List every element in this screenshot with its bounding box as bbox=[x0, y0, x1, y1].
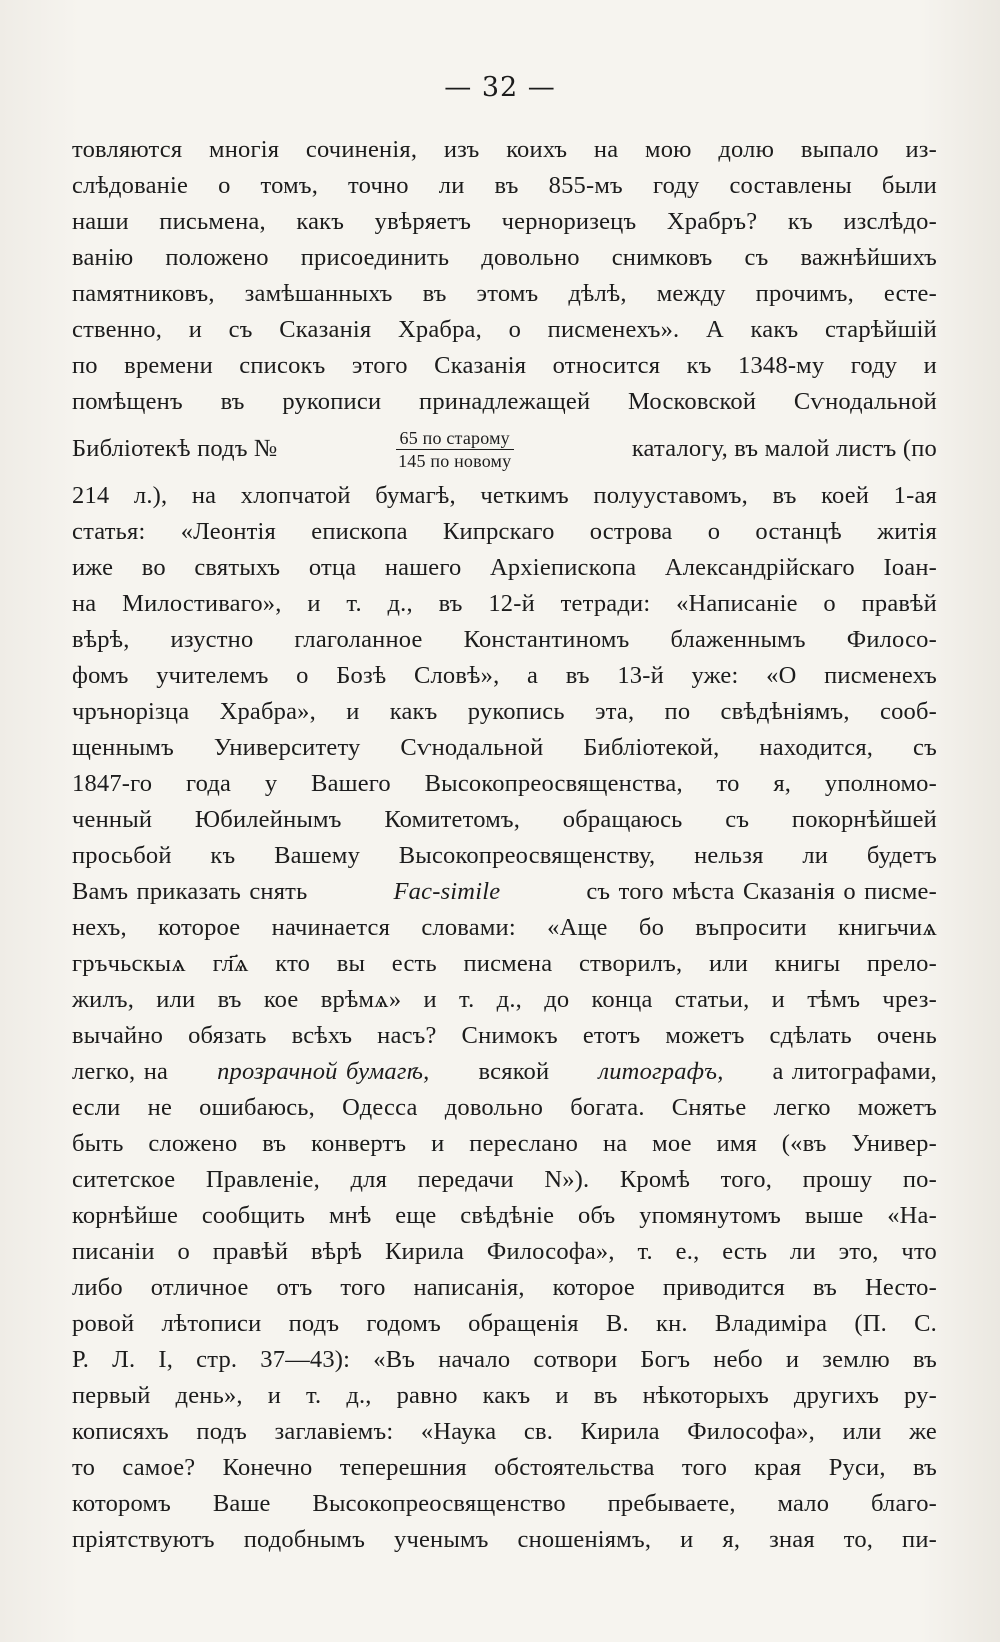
text-line: просьбой къ Вашему Высокопреосвященству, нельзя ли будетъ bbox=[72, 842, 937, 869]
text-line: помѣщенъ въ рукописи принадлежащей Московской Сѵнодальной bbox=[72, 388, 937, 415]
text-line: которомъ Ваше Высокопреосвященство пребываете, мало благо- bbox=[72, 1490, 937, 1517]
fraction-denominator: 145 по новому bbox=[398, 450, 512, 471]
text-line: пріятствуютъ подобнымъ ученымъ сношеніямъ, и я, зная то, пи- bbox=[72, 1526, 937, 1553]
text-line: вѣрѣ, изустно глаголанное Константиномъ блаженнымъ Филосо- bbox=[72, 626, 937, 653]
text-line: слѣдованіе о томъ, точно ли въ 855-мъ году составлены были bbox=[72, 172, 937, 199]
facsimile-line: Вамъ приказать снять Fac-simile съ того мѣста Сказанія о писме- bbox=[72, 874, 937, 910]
catalog-fraction bbox=[394, 427, 515, 472]
text-line: по времени списокъ этого Сказанія относится къ 1348-му году и bbox=[72, 352, 937, 379]
text-line: ченный Юбилейнымъ Комитетомъ, обращаюсь съ покорнѣйшей bbox=[72, 806, 937, 833]
text-line: статья: «Леонтія епископа Кипрскаго острова о останцѣ житія bbox=[72, 518, 937, 545]
frac-line-after: каталогу, въ малой листъ (по bbox=[631, 435, 937, 462]
text-line: гръчьскыѧ гл҃ѧ кто вы есть писмена створилъ, или книгы прело- bbox=[72, 950, 937, 977]
text-line: наши письмена, какъ увѣряетъ черноризецъ Храбръ? къ изслѣдо- bbox=[72, 208, 937, 235]
page-number: — 32 — bbox=[444, 72, 556, 103]
text-line: ситетское Правленіе, для передачи N»). Кромѣ того, прошу по- bbox=[72, 1166, 937, 1193]
text-line: на Милостиваго», и т. д., въ 12-й тетради: «Написаніе о правѣй bbox=[72, 590, 937, 617]
italic-phrase: литографъ, bbox=[598, 1058, 724, 1085]
text-line: иже во святыхъ отца нашего Архіепископа Александрійскаго Іоан- bbox=[72, 554, 937, 581]
text-line: вычайно обязать всѣхъ насъ? Снимокъ етотъ можетъ сдѣлать очень bbox=[72, 1022, 937, 1049]
text-line: либо отличное отъ того написанія, которое приводится въ Несто- bbox=[72, 1274, 937, 1301]
text-line: нехъ, которое начинается словами: «Аще бо въпросити книгьчиѧ bbox=[72, 914, 937, 941]
text-line: корнѣйше сообщить мнѣ еще свѣдѣніе объ упомянутомъ выше «На- bbox=[72, 1202, 937, 1229]
text-line: фомъ учителемъ о Бозѣ Словѣ», а въ 13-й уже: «О писменехъ bbox=[72, 662, 937, 689]
text-line: товляются многія сочиненія, изъ коихъ на мою долю выпало из- bbox=[72, 136, 937, 163]
text-line: кописяхъ подъ заглавіемъ: «Наука св. Кирила Философа», или же bbox=[72, 1418, 937, 1445]
text-line: первый день», и т. д., равно какъ и въ нѣкоторыхъ другихъ ру- bbox=[72, 1382, 937, 1409]
text-line: если не ошибаюсь, Одесса довольно богата. Снятье легко можетъ bbox=[72, 1094, 937, 1121]
catalog-number-line bbox=[72, 420, 937, 478]
text-line: щеннымъ Университету Сѵнодальной Библіотекой, находится, съ bbox=[72, 734, 937, 761]
text-line: писаніи о правѣй вѣрѣ Кирила Философа», т. е., есть ли это, что bbox=[72, 1238, 937, 1265]
facsimile-term: Fac-simile bbox=[393, 878, 501, 905]
text-line: чрънорізца Храбра», и какъ рукопись эта, по свѣдѣніямъ, сооб- bbox=[72, 698, 937, 725]
text-line: 1847-го года у Вашего Высокопреосвященства, то я, уполномо- bbox=[72, 770, 937, 797]
text-line: 214 л.), на хлопчатой бумагѣ, четкимъ полууставомъ, въ коей 1-ая bbox=[72, 482, 937, 509]
fraction-numerator: 65 по старому bbox=[396, 427, 514, 450]
text-line: Р. Л. I, стр. 37—43): «Въ начало сотвори Богъ небо и землю въ bbox=[72, 1346, 937, 1373]
text-line: памятниковъ, замѣшанныхъ въ этомъ дѣлѣ, между прочимъ, есте- bbox=[72, 280, 937, 307]
italic-emphasis-line: легко, на прозрачной бумагѣ, всякой литографъ, а литографами, bbox=[72, 1054, 937, 1090]
text-line: быть сложено въ конвертъ и переслано на мое имя («въ Универ- bbox=[72, 1130, 937, 1157]
text-line: ванію положено присоединить довольно снимковъ съ важнѣйшихъ bbox=[72, 244, 937, 271]
text-line: ровой лѣтописи подъ годомъ обращенія В. кн. Владиміра (П. С. bbox=[72, 1310, 937, 1337]
text-line: то самое? Конечно теперешния обстоятельства того края Руси, въ bbox=[72, 1454, 937, 1481]
text-line: жилъ, или въ кое врѣмѧ» и т. д., до конца статьи, и тѣмъ чрез- bbox=[72, 986, 937, 1013]
italic-phrase: прозрачной бумагѣ, bbox=[217, 1058, 430, 1085]
frac-line-before: Библіотекѣ подъ № bbox=[72, 435, 278, 462]
body-text bbox=[72, 132, 937, 1558]
text-line: ственно, и съ Сказанія Храбра, о писменехъ». А какъ старѣйшій bbox=[72, 316, 937, 343]
